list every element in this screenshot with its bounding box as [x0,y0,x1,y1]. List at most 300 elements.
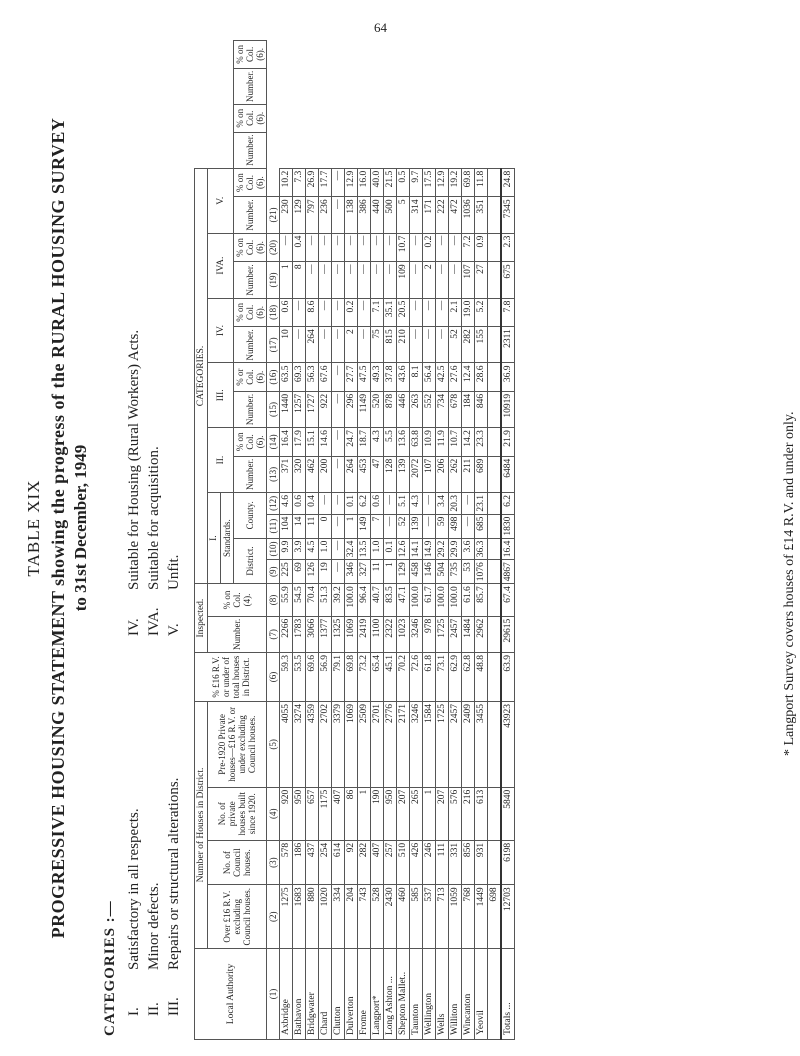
totals-cell: 16.4 [501,538,515,560]
table-cell: 65.4 [371,652,384,701]
table-cell: — [371,233,384,262]
table-cell: 472 [449,197,462,233]
table-cell: — [293,298,306,327]
table-cell: — [332,233,345,262]
totals-cell: 2311 [501,327,515,363]
table-cell: 0.6 [293,493,306,515]
table-cell: — [423,298,436,327]
column-number: (3) [267,840,280,885]
column-number: (15) [267,391,280,427]
table-cell: 1.0 [319,538,332,560]
table-cell: 12.6 [397,538,410,560]
totals-cell: 6.2 [501,493,515,515]
table-cell: — [332,428,345,457]
table-cell: 713 [436,885,449,949]
table-cell: — [332,560,345,584]
table-cell: 386 [358,197,371,233]
table-cell: — [462,514,475,538]
header-pct: % on Col. (6). [234,298,267,327]
header-pct: % on Col. (6). [234,41,267,69]
table-cell: — [332,363,345,391]
table-cell: 880 [306,885,319,949]
table-cell: — [319,327,332,363]
table-cell: 246 [423,840,436,885]
header-over-16: Over £16 R.V. excluding Council houses. [208,885,267,949]
table-cell: — [332,197,345,233]
table-cell: 950 [384,787,397,840]
table-cell [488,840,502,885]
table-cell: 20.5 [397,298,410,327]
table-cell: 1 [423,787,436,840]
table-cell: — [410,262,423,298]
category-item: IVA.Suitable for acquisition. [146,446,162,636]
categories-column-right [124,330,184,636]
table-cell: 978 [423,616,436,652]
authority-name: Wells [436,949,449,1040]
table-cell: 14.1 [410,538,423,560]
table-cell: 19 [319,560,332,584]
table-cell: — [332,391,345,427]
table-cell: 2266 [280,616,293,652]
table-row [384,41,397,1040]
table-cell: 16.0 [358,168,371,197]
housing-table [194,40,515,1040]
table-cell: 1149 [358,391,371,427]
table-cell: 53 [462,560,475,584]
table-cell: 689 [475,456,488,492]
table-row [345,41,358,1040]
table-cell: 0.6 [371,493,384,515]
column-number: (16) [267,363,280,391]
table-cell: 920 [280,787,293,840]
authority-name: Clutton [332,949,345,1040]
table-cell: 7.3 [293,168,306,197]
header-number: Number. [234,68,267,104]
table-cell: 2 [423,262,436,298]
table-container [194,40,776,1040]
table-cell: — [358,233,371,262]
table-cell: 2701 [371,701,384,787]
authority-name: Wincanton [462,949,475,1040]
table-cell: 0.4 [306,493,319,515]
table-cell: 63.8 [410,428,423,457]
table-cell: 735 [449,560,462,584]
table-cell: 49.3 [371,363,384,391]
categories-column-left [124,778,184,1016]
table-cell: — [423,514,436,538]
totals-cell: 4867 [501,560,515,584]
table-cell: 16.4 [280,428,293,457]
table-cell: 950 [293,787,306,840]
column-number: (2) [267,885,280,949]
table-cell [488,652,502,701]
table-cell: — [423,493,436,515]
table-cell: 149 [358,514,371,538]
table-cell [488,391,502,427]
table-cell: 1727 [306,391,319,427]
column-number: (17) [267,327,280,363]
table-cell [488,262,502,298]
table-cell [488,701,502,787]
column-number: (5) [267,701,280,787]
table-cell: 100.0 [436,584,449,616]
header-county: County. [234,493,267,539]
header-cat-IVA: IVA. [208,233,234,298]
column-number: (12) [267,493,280,515]
table-row [462,41,475,1040]
table-cell: 576 [449,787,462,840]
table-cell: 207 [436,787,449,840]
table-cell: 4.3 [410,493,423,515]
table-cell: 29.2 [436,538,449,560]
table-body [267,41,515,1040]
totals-cell: 21.9 [501,428,515,457]
table-cell: 351 [475,197,488,233]
table-cell: 207 [397,787,410,840]
table-cell: 3379 [332,701,345,787]
table-cell: 407 [332,787,345,840]
table-cell: 69.8 [462,168,475,197]
table-cell [488,197,502,233]
table-cell: 4055 [280,701,293,787]
table-cell: 85.7 [475,584,488,616]
table-cell: 10.2 [280,168,293,197]
table-cell: 19.0 [462,298,475,327]
authority-name: Williton [449,949,462,1040]
table-cell: 1325 [332,616,345,652]
table-cell: 1440 [280,391,293,427]
table-cell: 86 [345,787,358,840]
table-row [280,41,293,1040]
table-cell [488,298,502,327]
header-pct: % on Col. (6). [234,104,267,132]
table-cell: 69.3 [293,363,306,391]
table-cell: 1.0 [371,538,384,560]
table-cell: 9.9 [280,538,293,560]
table-cell: 440 [371,197,384,233]
header-number: Number. [234,391,267,427]
table-cell: 462 [306,456,319,492]
table-cell: 37.8 [384,363,397,391]
table-cell: 15.1 [306,428,319,457]
table-cell: 1725 [436,616,449,652]
table-cell: 10 [280,327,293,363]
table-cell: 0.4 [293,233,306,262]
table-cell [488,538,502,560]
totals-cell: 63.9 [501,652,515,701]
header-number: Number. [234,327,267,363]
table-cell: 10.7 [449,428,462,457]
table-cell: 2419 [358,616,371,652]
table-cell [488,233,502,262]
table-cell: 32.4 [345,538,358,560]
table-cell: 155 [475,327,488,363]
header-inspected: Inspected. [195,584,208,653]
table-cell: — [436,233,449,262]
table-cell: 2322 [384,616,397,652]
totals-row [501,41,515,1040]
table-cell: 460 [397,885,410,949]
table-cell: — [332,493,345,515]
table-row [449,41,462,1040]
table-cell: — [462,493,475,515]
table-cell: 3274 [293,701,306,787]
category-item: IV.Suitable for Housing (Rural Workers) Acts. [126,329,142,636]
table-cell: 1059 [449,885,462,949]
authority-name: Bridgwater [306,949,319,1040]
table-cell: 528 [371,885,384,949]
table-cell: — [410,233,423,262]
header-houses-group: Number of Houses in District. [195,701,208,948]
table-cell: 5.5 [384,428,397,457]
table-cell: 2.1 [449,298,462,327]
table-cell: 129 [293,197,306,233]
table-cell: 100.0 [449,584,462,616]
table-cell: — [384,233,397,262]
table-cell: 72.6 [410,652,423,701]
totals-cell: 43923 [501,701,515,787]
table-cell: 4.5 [306,538,319,560]
table-cell: 12.9 [436,168,449,197]
table-cell: 614 [332,840,345,885]
table-cell: 14.2 [462,428,475,457]
header-number: Number. [234,197,267,233]
table-cell: — [332,538,345,560]
table-cell: 743 [358,885,371,949]
table-cell: — [293,327,306,363]
header-council: No. of Council houses. [208,840,267,885]
totals-cell: 67.4 [501,584,515,616]
table-cell: 128 [384,456,397,492]
table-cell: — [332,262,345,298]
table-cell: 61.6 [462,584,475,616]
table-cell: 314 [410,197,423,233]
table-cell: 797 [306,197,319,233]
table-cell: 24.7 [345,428,358,457]
table-row [410,41,423,1040]
category-item: II.Minor defects. [146,882,162,1016]
table-cell [488,787,502,840]
table-cell: 2430 [384,885,397,949]
table-cell: 327 [358,560,371,584]
table-cell: 1069 [345,701,358,787]
table-cell: 282 [462,327,475,363]
table-cell: 11.8 [475,168,488,197]
table-cell: 11.9 [436,428,449,457]
table-cell: 62.9 [449,652,462,701]
table-row [306,41,319,1040]
table-cell: — [332,168,345,197]
table-cell: 104 [280,514,293,538]
header-cat-III: III. [208,363,234,428]
table-cell: — [384,262,397,298]
header-pct: % or Col. (6). [234,363,267,391]
table-cell: 5.1 [397,493,410,515]
table-cell: 3.6 [462,538,475,560]
table-cell: — [449,262,462,298]
category-item: III.Repairs or structural alterations. [166,777,182,1016]
table-cell: 186 [293,840,306,885]
column-number: (7) [267,616,280,652]
table-cell: 42.5 [436,363,449,391]
header-pct-total: % £16 R.V. or under of total houses in District. [195,652,267,701]
totals-cell: 12703 [501,885,515,949]
table-row [358,41,371,1040]
table-cell: 21.5 [384,168,397,197]
table-cell: 334 [332,885,345,949]
table-cell [488,560,502,584]
table-cell: 0.9 [475,233,488,262]
header-cat-IV: IV. [208,298,234,363]
table-cell: 2457 [449,701,462,787]
table-cell: 678 [449,391,462,427]
table-cell: 69 [293,560,306,584]
table-cell: 100.0 [410,584,423,616]
table-cell: 54.5 [293,584,306,616]
table-cell: 7.2 [462,233,475,262]
table-cell: 56.9 [319,652,332,701]
header-standards: Standards. [221,493,234,584]
table-cell: 510 [397,840,410,885]
table-cell: 504 [436,560,449,584]
table-cell: 59 [436,514,449,538]
table-cell: 206 [436,456,449,492]
table-cell: 23.3 [475,428,488,457]
table-cell: 5 [397,197,410,233]
table-cell: — [332,298,345,327]
table-cell [488,616,502,652]
table-cell: 47.5 [358,363,371,391]
table-cell: — [280,233,293,262]
column-number: (9) [267,560,280,584]
table-cell: 856 [462,840,475,885]
table-cell: 51.3 [319,584,332,616]
table-cell: 1449 [475,885,488,949]
header-local-authority: Local Authority [195,949,267,1040]
table-cell: 69.6 [306,652,319,701]
table-cell: 36.3 [475,538,488,560]
table-cell: 371 [280,456,293,492]
table-cell: 55.9 [280,584,293,616]
table-cell: 2 [345,327,358,363]
column-number: (10) [267,538,280,560]
table-cell [488,584,502,616]
table-cell: 18.7 [358,428,371,457]
column-number: (13) [267,456,280,492]
table-cell: 734 [436,391,449,427]
table-cell: 1275 [280,885,293,949]
table-cell: 264 [306,327,319,363]
table-cell: 1377 [319,616,332,652]
totals-cell: 24.8 [501,168,515,197]
table-cell: 27.6 [449,363,462,391]
categories-heading: CATEGORIES :— [102,900,118,1036]
category-item: V.Unfit. [166,554,182,636]
table-cell: 83.5 [384,584,397,616]
header-district: District. [234,538,267,584]
table-cell: 67.6 [319,363,332,391]
table-cell: 47.1 [397,584,410,616]
table-cell: 446 [397,391,410,427]
table-cell [488,327,502,363]
table-cell: 657 [306,787,319,840]
table-cell: 264 [345,456,358,492]
table-cell: 8.6 [306,298,319,327]
table-cell: 56.4 [423,363,436,391]
table-cell: 1175 [319,787,332,840]
table-cell: 9.7 [410,168,423,197]
table-cell: 61.7 [423,584,436,616]
table-cell: 6.2 [358,493,371,515]
table-cell: 138 [345,197,358,233]
table-cell: 1584 [423,701,436,787]
table-cell: 14.6 [319,428,332,457]
table-cell: — [306,262,319,298]
table-cell: — [423,327,436,363]
table-cell: 139 [410,514,423,538]
table-cell: 19.2 [449,168,462,197]
column-number: (1) [267,949,280,1040]
table-cell: — [384,493,397,515]
table-cell: 1036 [462,197,475,233]
header-pct: % on Col. (6). [234,428,267,457]
category-item: I.Satisfactory in all respects. [126,808,142,1016]
column-number: (14) [267,428,280,457]
column-number: (6) [267,652,280,701]
table-cell: 698 [488,885,502,949]
table-cell: 236 [319,197,332,233]
table-cell: — [371,262,384,298]
header-categories: CATEGORIES. [195,168,208,583]
table-cell: 1 [358,787,371,840]
table-cell: — [332,456,345,492]
table-cell: 4.3 [371,428,384,457]
header-number: Number. [234,132,267,168]
table-cell: 2962 [475,616,488,652]
table-cell: 0.6 [280,298,293,327]
table-cell: 1484 [462,616,475,652]
table-cell: 263 [410,391,423,427]
table-cell: 29.9 [449,538,462,560]
table-cell: 20.3 [449,493,462,515]
table-cell: — [332,327,345,363]
table-cell: 0 [319,514,332,538]
table-cell: 45.1 [384,652,397,701]
table-cell: 331 [449,840,462,885]
table-cell: 27.7 [345,363,358,391]
header-pct: % on Col. (6). [234,233,267,262]
table-cell: 43.6 [397,363,410,391]
table-cell: 7 [371,514,384,538]
table-cell: 52 [397,514,410,538]
table-cell: 109 [397,262,410,298]
table-cell: 129 [397,560,410,584]
table-cell: 8 [293,262,306,298]
table-cell: 537 [423,885,436,949]
column-number: (19) [267,262,280,298]
table-cell: 7.1 [371,298,384,327]
table-cell [488,428,502,457]
table-cell: 2776 [384,701,397,787]
table-cell: 3246 [410,701,423,787]
table-cell: 3.4 [436,493,449,515]
totals-cell: 6484 [501,456,515,492]
table-cell: 70.2 [397,652,410,701]
column-number: (20) [267,233,280,262]
table-cell: 1020 [319,885,332,949]
table-cell: 458 [410,560,423,584]
table-cell: 107 [423,456,436,492]
